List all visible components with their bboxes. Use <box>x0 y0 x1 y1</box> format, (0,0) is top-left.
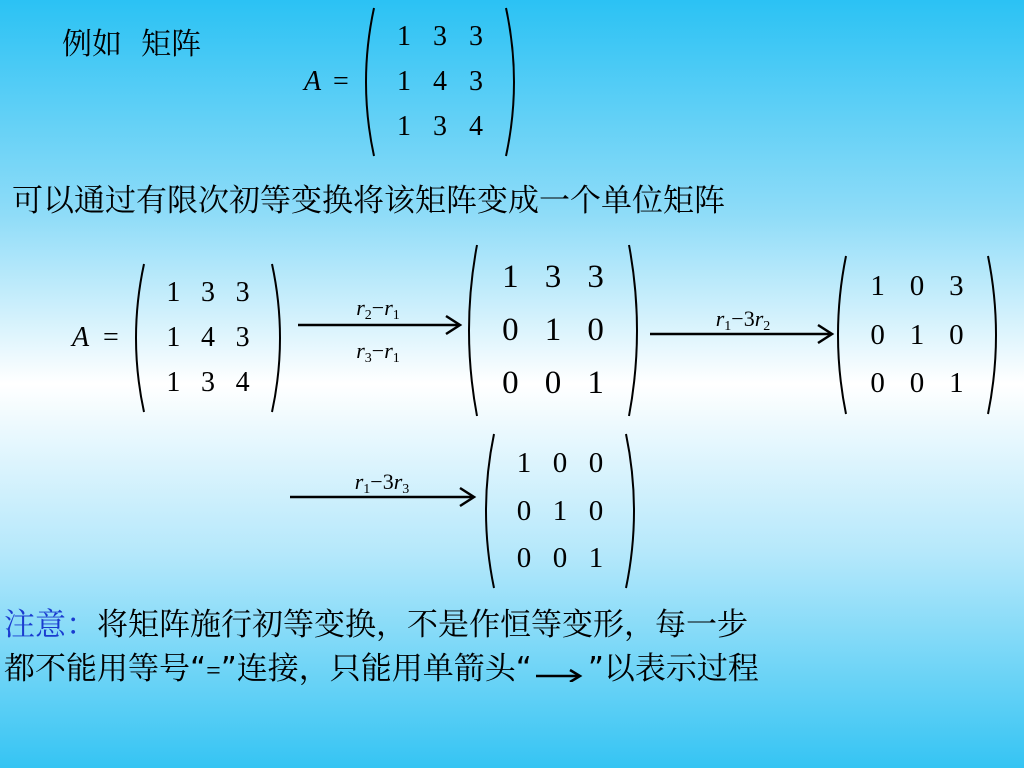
step2-matrix <box>832 254 1002 416</box>
matrix-entry: 3 <box>544 259 562 295</box>
matrix-entry: 1 <box>909 318 925 351</box>
matrix-entry: 0 <box>909 367 925 400</box>
title-subject: 矩阵 <box>141 27 202 62</box>
matrix-entry: 0 <box>870 318 885 351</box>
start-equals: = <box>103 322 119 353</box>
step3-matrix <box>480 432 640 590</box>
matrix-entry: 1 <box>397 20 411 52</box>
step1-op-1: $r_2-r_1$ <box>356 295 400 323</box>
step3-arrow <box>288 486 480 508</box>
matrix-entry: 3 <box>235 276 250 308</box>
matrix-entry: 0 <box>870 367 885 400</box>
matrix-entry: 0 <box>516 494 532 527</box>
note-lead: 注意： <box>4 607 97 643</box>
matrix-entry: 3 <box>949 269 964 302</box>
title-label: 例如 <box>62 27 122 62</box>
matrix-entry: 1 <box>397 66 411 97</box>
matrix-entry: 4 <box>433 66 447 97</box>
matrix-entry: 0 <box>502 365 519 401</box>
matrix-entry: 0 <box>588 447 604 480</box>
matrix-entry: 0 <box>552 541 568 574</box>
matrix-entry: 3 <box>235 322 250 353</box>
matrix-entry: 1 <box>588 541 604 574</box>
example-label <box>62 27 202 62</box>
matrix-entry: 3 <box>201 276 215 308</box>
matrix-entry: 1 <box>166 367 181 399</box>
statement-text: 可以通过有限次初等变换将该矩阵变成一个单位矩阵 <box>12 183 725 219</box>
matrix-entry: 0 <box>516 541 532 574</box>
matrix-entry: 1 <box>587 365 604 401</box>
intro-matrix-name: A <box>304 66 322 97</box>
matrix-entry: 3 <box>587 259 604 295</box>
matrix-entry: 0 <box>587 312 604 348</box>
matrix-entry: 3 <box>201 367 215 399</box>
start-matrix-name: A <box>72 322 90 353</box>
note-line-1 <box>4 607 748 643</box>
step2-arrow <box>648 323 838 345</box>
matrix-entry: 3 <box>469 66 483 97</box>
intro-matrix <box>360 6 520 158</box>
matrix-entry: 1 <box>166 276 181 308</box>
matrix-entry: 0 <box>588 494 604 527</box>
matrix-entry: 0 <box>909 269 925 302</box>
step1-op-2: $r_3-r_1$ <box>356 338 400 366</box>
step1-arrow <box>296 314 466 336</box>
matrix-entry: 1 <box>516 447 532 480</box>
note-line-2: 都不能用等号“=”连接，只能用单箭头“ ”以表示过程 <box>4 651 759 687</box>
matrix-entry: 3 <box>433 111 447 143</box>
matrix-entry: 1 <box>166 322 181 353</box>
matrix-entry: 1 <box>949 367 964 400</box>
matrix-entry: 4 <box>469 111 483 143</box>
matrix-entry: 4 <box>235 367 250 399</box>
matrix-entry: 1 <box>870 269 885 302</box>
intro-equals: = <box>333 66 349 97</box>
matrix-entry: 3 <box>433 20 447 52</box>
step3-op: $r_1-3r_3$ <box>354 469 410 497</box>
matrix-entry: 4 <box>201 322 215 353</box>
matrix-entry: 1 <box>552 494 568 527</box>
note-line1-text: 将矩阵施行初等变换，不是作恒等变形，每一步 <box>97 607 748 643</box>
single-arrow-icon <box>534 660 586 682</box>
step2-op: $r_1-3r_2$ <box>715 306 771 334</box>
matrix-entry: 0 <box>502 312 519 348</box>
step1-matrix <box>463 243 643 418</box>
matrix-entry: 1 <box>502 259 519 295</box>
equals-sign: = <box>206 656 221 685</box>
matrix-entry: 0 <box>949 318 964 351</box>
matrix-entry: 0 <box>552 447 568 480</box>
matrix-entry: 0 <box>544 365 562 401</box>
matrix-entry: 1 <box>544 312 562 348</box>
matrix-entry: 3 <box>469 20 483 52</box>
matrix-entry: 1 <box>397 111 411 143</box>
start-matrix <box>130 262 286 414</box>
